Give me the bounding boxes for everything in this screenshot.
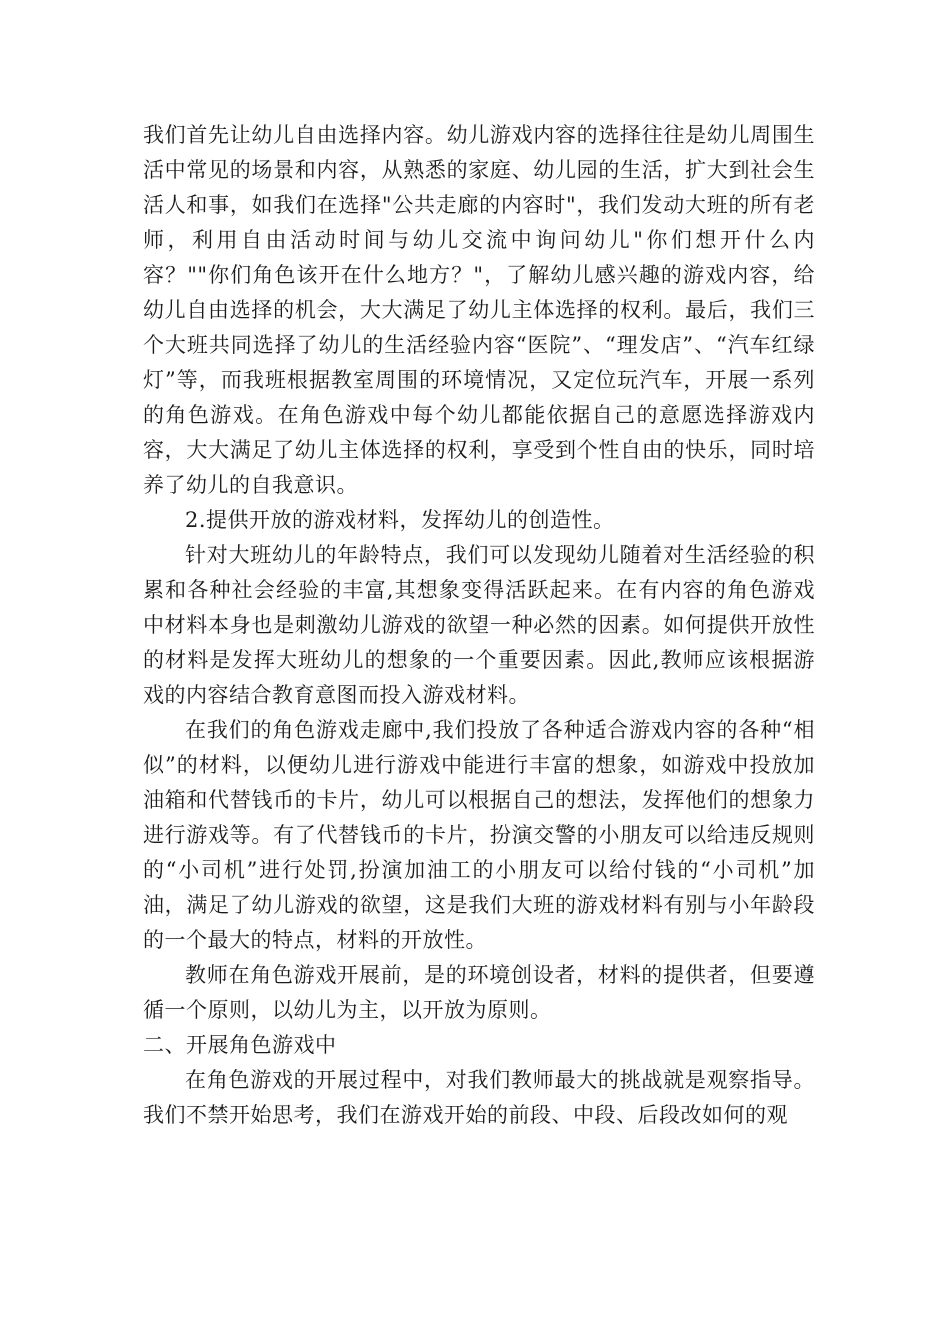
paragraph-age-characteristics: 针对大班幼儿的年龄特点，我们可以发现幼儿随着对生活经验的积累和各种社会经验的丰富,其想象变得活跃起来。在有内容的角色游戏中材料本身也是刺激幼儿游戏的欲望一种必然的因素。如何提供开放性的材料是发挥大班幼儿的想象的一个重要因素。因此,教师应该根据游戏的内容结合教育意图而投入游戏材料。 — [143, 543, 815, 707]
paragraph-game-corridor: 在我们的角色游戏走廊中,我们投放了各种适合游戏内容的各种“相似”的材料，以便幼儿进行游戏中能进行丰富的想象，如游戏中投放加油箱和代替钱币的卡片，幼儿可以根据自己的想法，发挥他们的想象力进行游戏等。有了代替钱币的卡片，扮演交警的小朋友可以给违反规则的“小司机”进行处罚,扮演加油工的小朋友可以给付钱的“小司机”加油，满足了幼儿游戏的欲望，这是我们大班的游戏材料有别与小年龄段的一个最大的特点，材料的开放性。 — [143, 718, 815, 952]
document-page — [143, 118, 815, 1133]
section-heading-open-materials: 2.提供开放的游戏材料，发挥幼儿的创造性。 — [185, 508, 615, 532]
paragraph-teacher-role: 教师在角色游戏开展前，是的环境创设者，材料的提供者，但要遵循一个原则，以幼儿为主，以开放为原则。 — [143, 963, 815, 1022]
paragraph-observation: 在角色游戏的开展过程中，对我们教师最大的挑战就是观察指导。我们不禁开始思考，我们在游戏开始的前段、中段、后段改如何的观 — [143, 1068, 815, 1127]
paragraph-content-selection: 我们首先让幼儿自由选择内容。幼儿游戏内容的选择往往是幼儿周围生活中常见的场景和内容，从熟悉的家庭、幼儿园的生活，扩大到社会生活人和事，如我们在选择"公共走廊的内容时"，我们发动大班的所有老师，利用自由活动时间与幼儿交流中询问幼儿"你们想开什么内容？""你们角色该开在什么地方？"，了解幼儿感兴趣的游戏内容，给幼儿自由选择的机会，大大满足了幼儿主体选择的权利。最后，我们三个大班共同选择了幼儿的生活经验内容“医院”、“理发店”、“汽车红绿灯”等，而我班根据教室周围的环境情况，又定位玩汽车，开展一系列的角色游戏。在角色游戏中每个幼儿都能依据自己的意愿选择游戏内容，大大满足了幼儿主体选择的权利，享受到个性自由的快乐，同时培养了幼儿的自我意识。 — [143, 123, 815, 497]
section-heading-during-play: 二、开展角色游戏中 — [143, 1033, 337, 1057]
